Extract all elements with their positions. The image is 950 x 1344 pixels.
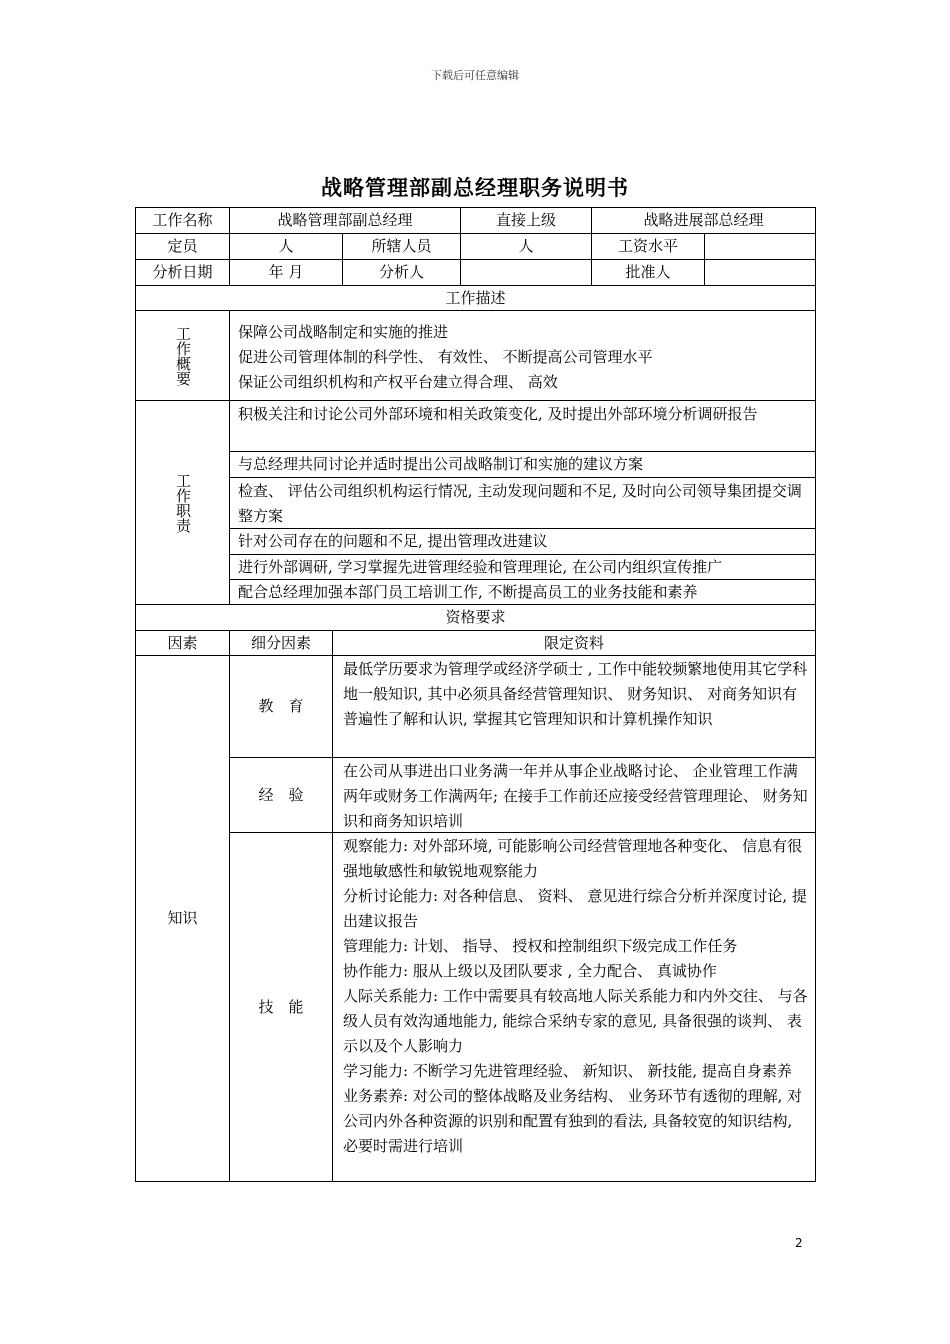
subordinates-label: 所辖人员 (343, 234, 461, 260)
skill-item: 观察能力: 对外部环境, 可能影响公司经营管理地各种变化、 信息有很强地敏感性和敏锐地观察能力 (343, 837, 803, 880)
duty-item: 配合总经理加强本部门员工培训工作, 不断提高员工的业务技能和素养 (230, 580, 816, 605)
salary-label: 工资水平 (592, 234, 705, 260)
salary-value (705, 234, 816, 260)
duties-label-cell (136, 401, 230, 605)
duty-item: 进行外部调研, 学习掌握先进管理经验和管理理论, 在公司内组织宣传推广 (230, 555, 816, 580)
approver-value (705, 260, 816, 286)
page-title: 战略管理部副总经理职务说明书 (321, 176, 629, 200)
overview-label: 工作概要 (174, 325, 192, 386)
subordinates-value: 人 (461, 234, 592, 260)
staff-label: 定员 (136, 234, 230, 260)
approver-label: 批准人 (592, 260, 705, 286)
subfactor-column-header: 细分因素 (230, 631, 333, 656)
duty-item: 针对公司存在的问题和不足, 提出管理改进建议 (230, 529, 816, 555)
duties-label: 工作职责 (174, 472, 192, 533)
page-number: 2 (795, 1236, 803, 1250)
education-content: 最低学历要求为管理学或经济学硕士 , 工作中能较频繁地使用其它学科地一般知识, 其中必须具备经营管理知识、 财务知识、 对商务知识有普遍性了解和认识, 掌握其它管理知识和计算机操作知识 (333, 656, 816, 758)
knowledge-factor: 知识 (136, 656, 230, 1182)
header-note: 下载后可任意编辑 (431, 69, 519, 82)
education-label: 教 育 (230, 656, 333, 758)
qualification-section-header: 资格要求 (136, 605, 816, 631)
overview-line: 保证公司组织机构和产权平台建立得合理、 高效 (238, 373, 558, 391)
skill-item: 学习能力: 不断学习先进管理经验、 新知识、 新技能, 提高自身素养 (343, 1062, 792, 1080)
staff-value: 人 (230, 234, 343, 260)
date-label: 分析日期 (136, 260, 230, 286)
factor-column-header: 因素 (136, 631, 230, 656)
skill-item: 人际关系能力: 工作中需要具有较高地人际关系能力和内外交往、 与各级人员有效沟通地能力, 能综合采纳专家的意见, 具备很强的谈判、 表示以及个人影响力 (343, 987, 808, 1055)
overview-line: 促进公司管理体制的科学性、 有效性、 不断提高公司管理水平 (238, 348, 653, 366)
skill-item: 业务素养: 对公司的整体战略及业务结构、 业务环节有透彻的理解, 对公司内外各种资源的识别和配置有独到的看法, 具备较宽的知识结构, 必要时需进行培训 (343, 1087, 803, 1155)
skills-content (333, 833, 816, 1182)
skill-item: 协作能力: 服从上级以及团队要求 , 全力配合、 真诚协作 (343, 962, 717, 980)
overview-line: 保障公司战略制定和实施的推进 (238, 323, 449, 341)
experience-content: 在公司从事进出口业务满一年并从事企业战略讨论、 企业管理工作满两年或财务工作满两年; 在接手工作前还应接受经营管理理论、 财务知识和商务知识培训 (333, 758, 816, 833)
duty-item: 与总经理共同讨论并适时提出公司战略制订和实施的建议方案 (230, 452, 816, 478)
job-name-value: 战略管理部副总经理 (230, 208, 461, 234)
skill-item: 管理能力: 计划、 指导、 授权和控制组织下级完成工作任务 (343, 937, 738, 955)
overview-content (230, 311, 816, 401)
superior-value: 战略进展部总经理 (592, 208, 816, 234)
overview-label-cell (136, 311, 230, 401)
analyst-label: 分析人 (343, 260, 461, 286)
duty-item: 检查、 评估公司组织机构运行情况, 主动发现问题和不足, 及时向公司领导集团提交调整方案 (230, 478, 816, 529)
job-description-table (135, 207, 816, 1182)
content-column-header: 限定资料 (333, 631, 816, 656)
analyst-value (461, 260, 592, 286)
skill-item: 分析讨论能力: 对各种信息、 资料、 意见进行综合分析并深度讨论, 提出建议报告 (343, 887, 807, 930)
description-section-header: 工作描述 (136, 286, 816, 311)
superior-label: 直接上级 (461, 208, 592, 234)
job-name-label: 工作名称 (136, 208, 230, 234)
date-value: 年 月 (230, 260, 343, 286)
duty-item: 积极关注和讨论公司外部环境和相关政策变化, 及时提出外部环境分析调研报告 (230, 401, 816, 452)
experience-label: 经 验 (230, 758, 333, 833)
skills-label: 技 能 (230, 833, 333, 1182)
